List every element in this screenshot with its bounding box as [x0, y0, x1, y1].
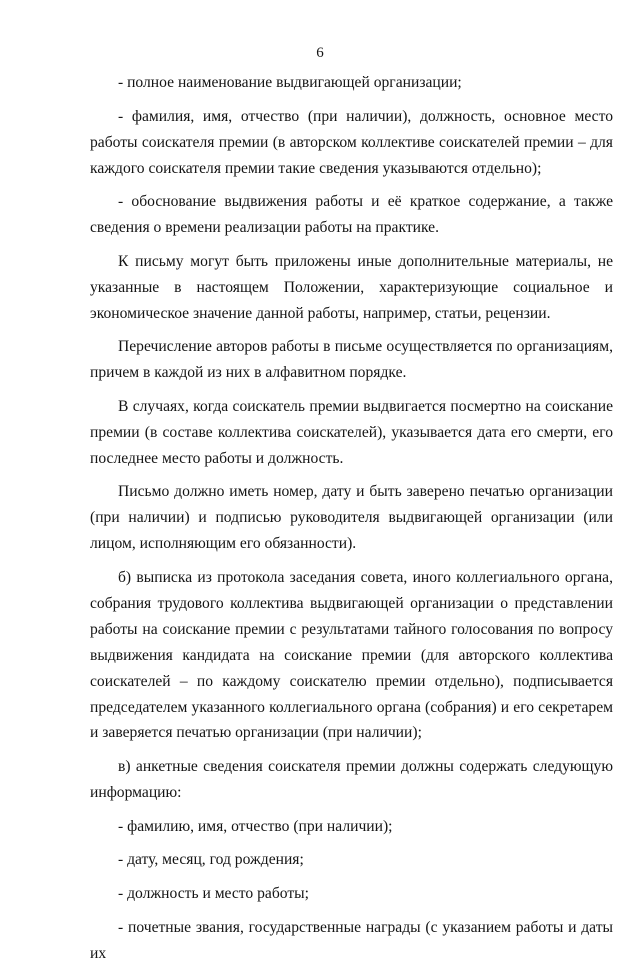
paragraph-authors-listing: Перечисление авторов работы в письме осуществляется по организациям, причем в каждой из них в алфавитном порядке. — [90, 338, 613, 382]
list-item-candidate-details: - фамилия, имя, отчество (при наличии), должность, основное место работы соискателя премии (в авторском коллективе соискателей премии – для каждого соискателя премии такие сведения указываются отдельно); — [90, 107, 613, 177]
paragraph-additional-materials: К письму могут быть приложены иные дополнительные материалы, не указанные в настоящем Положении, характеризующие социальное и экономическое значение данной работы, например, статьи, рецензии. — [90, 252, 613, 322]
list-item-full-name: - фамилию, имя, отчество (при наличии); — [118, 817, 393, 835]
list-item-honorary-titles: - почетные звания, государственные награды (с указанием работы и даты их — [90, 918, 613, 962]
paragraph-posthumous-nomination: В случаях, когда соискатель премии выдвигается посмертно на соискание премии (в составе коллектива соискателей), указывается дата его смерти, его последнее место работы и должность. — [90, 397, 613, 467]
list-item-birth-date: - дату, месяц, год рождения; — [118, 851, 304, 869]
paragraph-protocol-extract: б) выписка из протокола заседания совета, иного коллегиального органа, собрания трудового коллектива выдвигающей организации о представлении работы на соискание премии с результатами тайного голосования по вопросу выдвижения кандидата на соискание премии (для авторского коллектива соискателей – по каждому соискателю премии отдельно), подписывается председателем указанного коллегиального органа (собрания) и его секретарем и заверяется печатью организации (при наличии); — [90, 568, 613, 742]
paragraph-personal-data: в) анкетные сведения соискателя премии должны содержать следующую информацию: — [90, 758, 613, 802]
paragraph-letter-requirements: Письмо должно иметь номер, дату и быть заверено печатью организации (при наличии) и подписью руководителя выдвигающей организации (или лицом, исполняющим его обязанности). — [90, 483, 613, 553]
list-item-justification: - обоснование выдвижения работы и её краткое содержание, а также сведения о времени реализации работы на практике. — [90, 193, 613, 237]
list-item-organization-name: - полное наименование выдвигающей организации; — [118, 74, 462, 91]
page-number: 6 — [316, 45, 324, 61]
list-item-position-workplace: - должность и место работы; — [118, 885, 309, 903]
document-body — [90, 70, 613, 967]
